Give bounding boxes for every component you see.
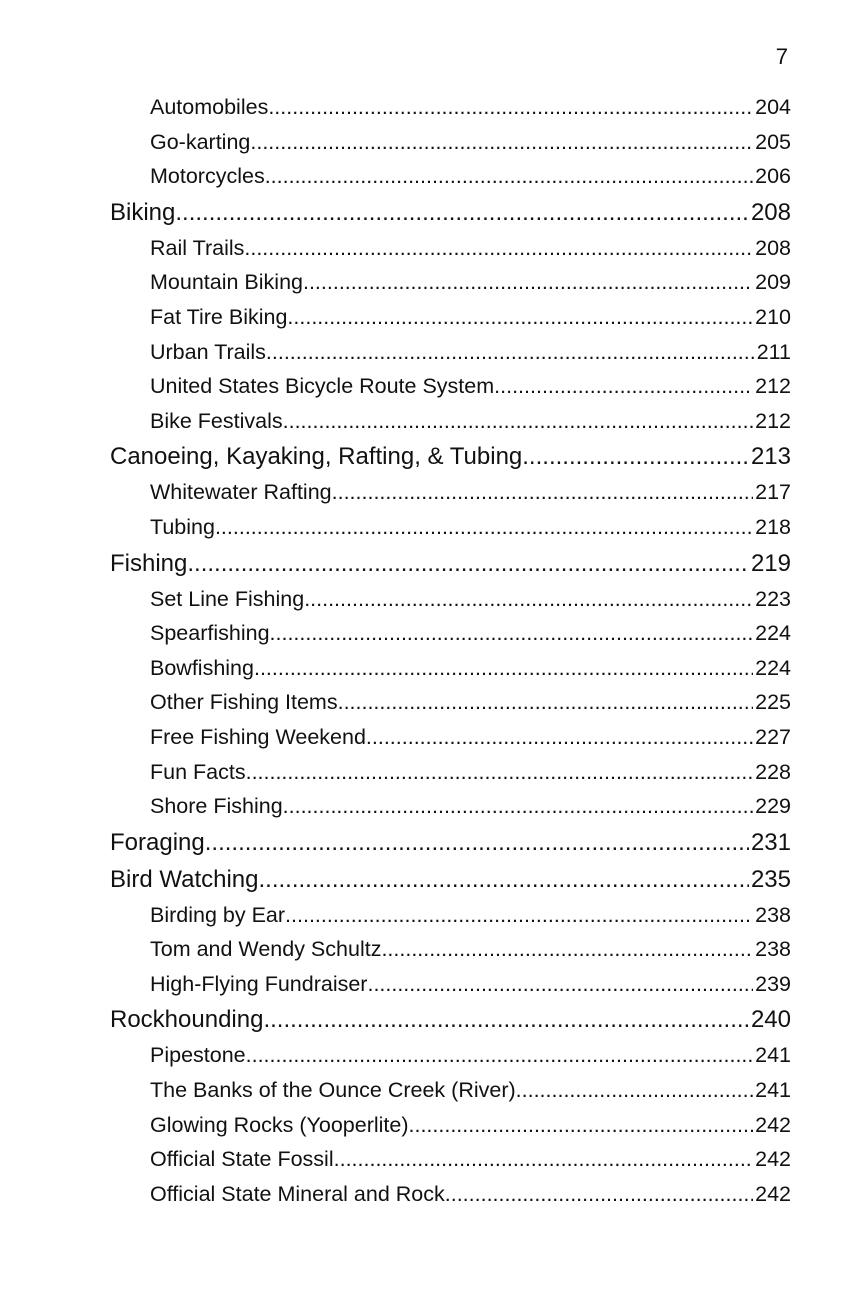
toc-entry-title: Bike Festivals [150, 408, 283, 433]
toc-entry-page-number: 224 [755, 621, 791, 646]
toc-subsection-entry[interactable] [110, 1038, 791, 1073]
toc-dot-leader [283, 789, 753, 824]
toc-entry-title: Fat Tire Biking [150, 304, 288, 329]
toc-subsection-entry[interactable] [110, 369, 791, 404]
toc-entry-page-number: 208 [750, 198, 791, 226]
toc-dot-leader [303, 265, 753, 300]
toc-entry-title: Tom and Wendy Schultz [150, 937, 382, 962]
toc-entry-page-number: 228 [755, 759, 791, 784]
toc-section-entry[interactable] [110, 194, 791, 231]
toc-dot-leader [263, 1001, 749, 1038]
toc-section-entry[interactable] [110, 824, 791, 861]
toc-dot-leader [265, 159, 753, 194]
toc-dot-leader [522, 438, 749, 475]
toc-entry-page-number: 217 [755, 480, 791, 505]
toc-entry-page-number: 209 [755, 270, 791, 295]
toc-entry-title: The Banks of the Ounce Creek (River) [150, 1078, 516, 1103]
toc-dot-leader [334, 1142, 754, 1177]
toc-entry-page-number: 204 [755, 95, 791, 119]
toc-entry-page-number: 227 [755, 724, 791, 749]
toc-entry-page-number: 231 [750, 828, 791, 856]
toc-dot-leader [338, 685, 754, 720]
toc-dot-leader [270, 616, 754, 651]
toc-dot-leader [268, 90, 753, 125]
toc-entry-page-number: 213 [750, 443, 791, 471]
toc-entry-page-number: 242 [755, 1112, 791, 1137]
toc-dot-leader [516, 1073, 753, 1108]
toc-section-entry[interactable] [110, 1001, 791, 1038]
toc-entry-page-number: 238 [755, 937, 791, 962]
toc-subsection-entry[interactable] [110, 1073, 791, 1108]
toc-subsection-entry[interactable] [110, 967, 791, 1002]
toc-section-entry[interactable] [110, 861, 791, 898]
toc-dot-leader [287, 300, 753, 335]
toc-subsection-entry[interactable] [110, 90, 791, 125]
toc-entry-title: Tubing [150, 514, 215, 539]
toc-entry-page-number: 206 [755, 164, 791, 189]
toc-entry-title: Automobiles [150, 95, 269, 119]
toc-entry-title: Go-karting [150, 129, 251, 154]
toc-dot-leader [494, 369, 753, 404]
toc-entry-page-number: 212 [755, 408, 791, 433]
toc-entry-page-number: 239 [755, 971, 791, 996]
toc-entry-title: Rail Trails [150, 235, 245, 260]
toc-entry-title: Bird Watching [110, 865, 259, 893]
toc-dot-leader [244, 231, 753, 266]
toc-entry-title: Set Line Fishing [150, 586, 305, 611]
toc-subsection-entry[interactable] [110, 475, 791, 510]
toc-dot-leader [445, 1177, 753, 1212]
toc-dot-leader [285, 898, 753, 933]
toc-entry-title: Free Fishing Weekend [150, 724, 366, 749]
toc-subsection-entry[interactable] [110, 1142, 791, 1177]
toc-entry-page-number: 242 [755, 1181, 791, 1206]
toc-entry-page-number: 224 [755, 655, 791, 680]
toc-subsection-entry[interactable] [110, 1108, 791, 1143]
toc-entry-title: Canoeing, Kayaking, Rafting, & Tubing [110, 443, 523, 471]
toc-subsection-entry[interactable] [110, 755, 791, 790]
toc-entry-page-number: 240 [750, 1006, 791, 1034]
toc-section-entry[interactable] [110, 438, 791, 475]
toc-subsection-entry[interactable] [110, 125, 791, 160]
toc-entry-title: Rockhounding [110, 1006, 264, 1034]
toc-entry-title: Fishing [110, 549, 188, 577]
toc-entry-page-number: 225 [755, 690, 791, 715]
toc-entry-page-number: 218 [755, 514, 791, 539]
toc-entry-title: Urban Trails [150, 339, 266, 364]
toc-entry-page-number: 205 [755, 129, 791, 154]
toc-subsection-entry[interactable] [110, 582, 791, 617]
toc-entry-title: Official State Fossil [150, 1147, 334, 1172]
toc-entry-title: High-Flying Fundraiser [150, 971, 368, 996]
toc-dot-leader [246, 755, 754, 790]
toc-entry-page-number: 210 [755, 304, 791, 329]
toc-entry-page-number: 238 [755, 902, 791, 927]
toc-subsection-entry[interactable] [110, 789, 791, 824]
toc-dot-leader [266, 335, 755, 370]
toc-entry-page-number: 211 [756, 339, 791, 364]
toc-entry-page-number: 208 [755, 235, 791, 260]
toc-subsection-entry[interactable] [110, 616, 791, 651]
toc-entry-title: United States Bicycle Route System [150, 374, 495, 399]
toc-entry-title: Glowing Rocks (Yooperlite) [150, 1112, 409, 1137]
toc-entry-page-number: 235 [750, 865, 791, 893]
toc-entry-title: Other Fishing Items [150, 690, 338, 715]
toc-entry-page-number: 242 [755, 1147, 791, 1172]
toc-dot-leader [304, 582, 753, 617]
toc-entry-title: Pipestone [150, 1043, 246, 1068]
toc-dot-leader [332, 475, 753, 510]
toc-dot-leader [250, 125, 753, 160]
toc-subsection-entry[interactable] [110, 231, 791, 266]
toc-subsection-entry[interactable] [110, 300, 791, 335]
page-number: 7 [775, 44, 788, 69]
toc-entry-title: Biking [110, 198, 176, 226]
toc-section-entry[interactable] [110, 545, 791, 582]
toc-entry-title: Bowfishing [150, 655, 254, 680]
toc-subsection-entry[interactable] [110, 932, 791, 967]
toc-subsection-entry[interactable] [110, 335, 791, 370]
toc-entry-title: Spearfishing [150, 621, 270, 646]
toc-dot-leader [187, 545, 749, 582]
toc-entry-page-number: 229 [755, 794, 791, 819]
toc-subsection-entry[interactable] [110, 685, 791, 720]
toc-dot-leader [409, 1108, 754, 1143]
toc-subsection-entry[interactable] [110, 265, 791, 300]
toc-entry-page-number: 223 [755, 586, 791, 611]
toc-entry-page-number: 241 [755, 1043, 791, 1068]
toc-subsection-entry[interactable] [110, 159, 791, 194]
toc-dot-leader [246, 1038, 753, 1073]
toc-subsection-entry[interactable] [110, 404, 791, 439]
toc-dot-leader [205, 824, 749, 861]
toc-subsection-entry[interactable] [110, 898, 791, 933]
toc-subsection-entry[interactable] [110, 720, 791, 755]
toc-dot-leader [215, 510, 753, 545]
toc-entry-page-number: 241 [755, 1078, 791, 1103]
toc-entry-title: Shore Fishing [150, 794, 283, 819]
toc-dot-leader [254, 651, 753, 686]
toc-dot-leader [259, 861, 749, 898]
toc-subsection-entry[interactable] [110, 651, 791, 686]
toc-entry-page-number: 212 [755, 374, 791, 399]
toc-dot-leader [175, 194, 749, 231]
toc-entry-title: Whitewater Rafting [150, 480, 332, 505]
toc-subsection-entry[interactable] [110, 510, 791, 545]
toc-dot-leader [381, 932, 753, 967]
toc-dot-leader [367, 967, 753, 1002]
table-of-contents [110, 90, 791, 1211]
toc-dot-leader [283, 404, 754, 439]
toc-subsection-entry[interactable] [110, 1177, 791, 1212]
toc-entry-title: Official State Mineral and Rock [150, 1181, 445, 1206]
toc-entry-title: Foraging [110, 828, 205, 856]
toc-dot-leader [366, 720, 753, 755]
toc-entry-page-number: 219 [750, 549, 791, 577]
toc-entry-title: Motorcycles [150, 164, 265, 189]
toc-entry-title: Fun Facts [150, 759, 246, 784]
toc-entry-title: Birding by Ear [150, 902, 286, 927]
toc-entry-title: Mountain Biking [150, 270, 303, 295]
